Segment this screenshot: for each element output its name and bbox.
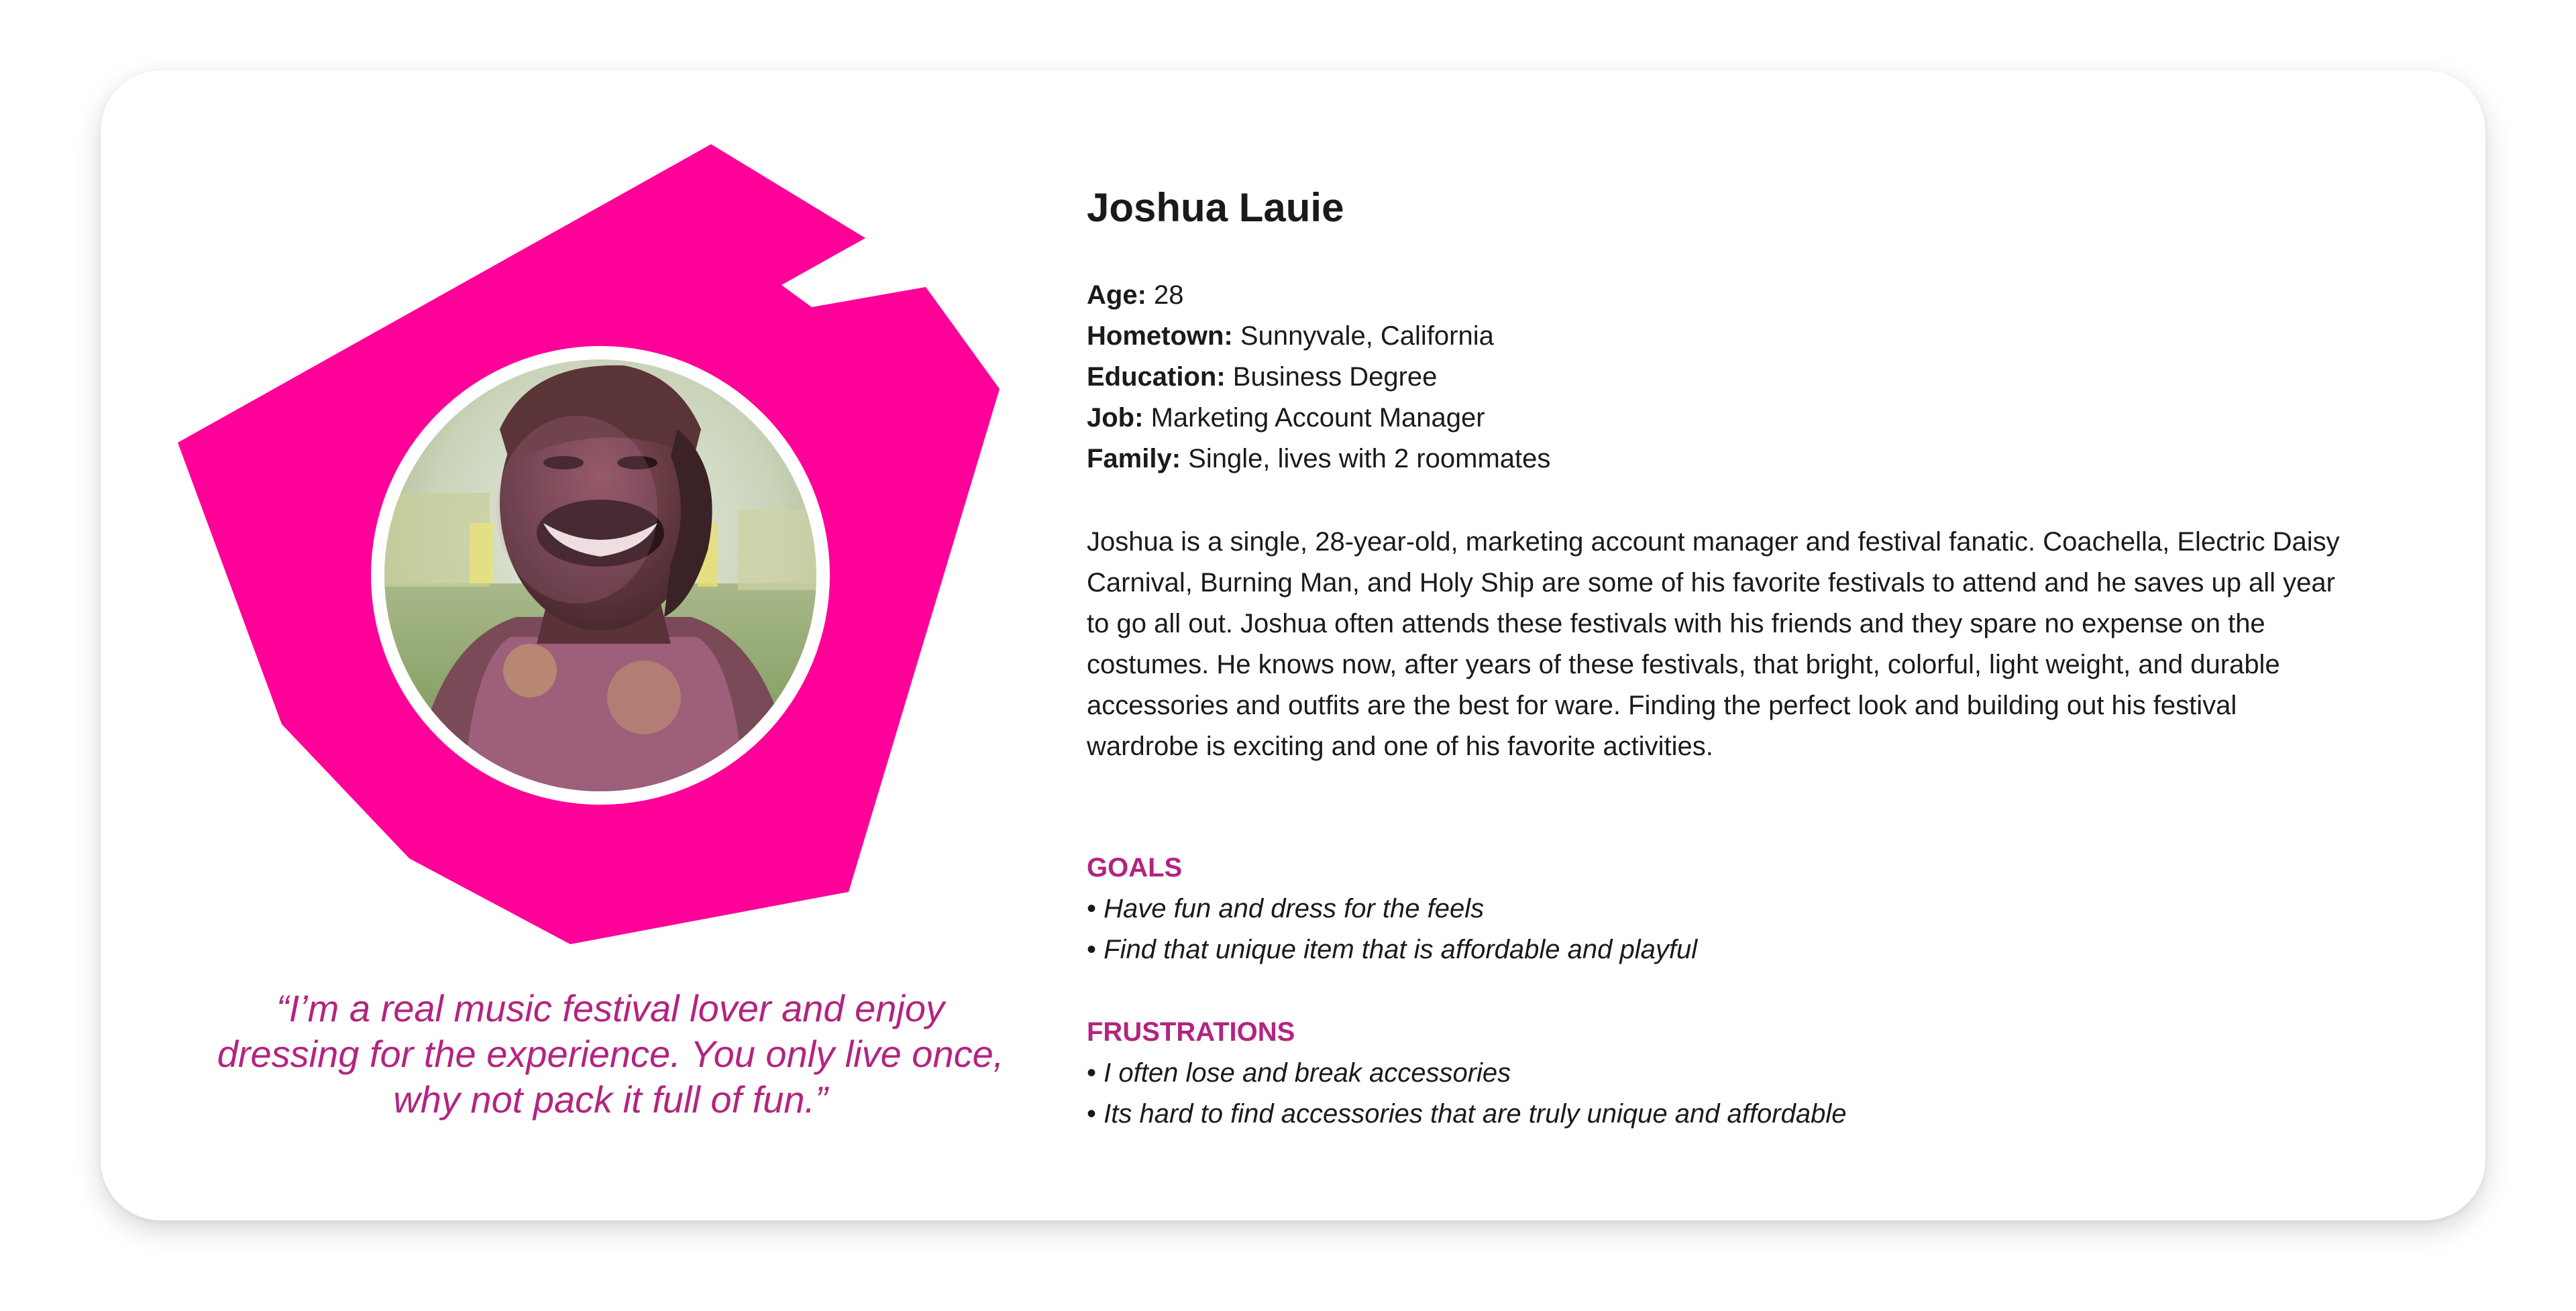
fact-value: Sunnyvale, California bbox=[1240, 321, 1494, 351]
persona-name: Joshua Lauie bbox=[1087, 185, 1344, 230]
fact-job bbox=[1087, 398, 2361, 439]
bullet-icon: • bbox=[1087, 935, 1097, 964]
fact-hometown bbox=[1087, 316, 2361, 357]
goal-text: Find that unique item that is affordable and playful bbox=[1104, 935, 1698, 964]
fact-education bbox=[1087, 357, 2361, 398]
bullet-icon: • bbox=[1087, 1058, 1097, 1088]
frustration-item bbox=[1087, 1094, 2361, 1135]
fact-label: Hometown: bbox=[1087, 321, 1233, 351]
frustrations-title: FRUSTRATIONS bbox=[1087, 1017, 1295, 1047]
fact-value: Single, lives with 2 roommates bbox=[1188, 444, 1551, 473]
persona-facts bbox=[1087, 275, 2361, 479]
fact-label: Education: bbox=[1087, 362, 1226, 392]
frustration-text: Its hard to find accessories that are truly unique and affordable bbox=[1104, 1099, 1847, 1129]
fact-label: Job: bbox=[1087, 403, 1144, 433]
goal-text: Have fun and dress for the feels bbox=[1104, 894, 1485, 923]
frustration-text: I often lose and break accessories bbox=[1104, 1058, 1511, 1088]
fact-value: 28 bbox=[1154, 280, 1184, 310]
fact-family bbox=[1087, 439, 2361, 479]
fact-value: Business Degree bbox=[1232, 362, 1438, 392]
persona-quote: “I’m a real music festival lover and enjoy dressing for the experience. You only live once, why not pack it full of fun.” bbox=[217, 987, 1004, 1121]
goal-item bbox=[1087, 889, 2361, 929]
frustration-item bbox=[1087, 1053, 2361, 1094]
fact-value: Marketing Account Manager bbox=[1150, 403, 1485, 433]
fact-label: Age: bbox=[1087, 280, 1146, 310]
persona-details bbox=[1087, 181, 2361, 1135]
goals-title: GOALS bbox=[1087, 853, 1183, 882]
fact-age bbox=[1087, 275, 2361, 316]
persona-bio: Joshua is a single, 28-year-old, marketing account manager and festival fanatic. Coachella, Electric Daisy Carnival, Burning Man, and Holy Ship are some of his favorite festivals to attend and he saves up all year to go all out. Joshua often attends these festivals with his friends and they spare no expense on the costumes. He knows now, after years of these festivals, that bright, colorful, light weight, and durable accessories and outfits are the best for ware. Finding the perfect look and building out his festival wardrobe is exciting and one of his favorite activities. bbox=[1087, 527, 2340, 761]
goal-item bbox=[1087, 929, 2361, 970]
fact-label: Family: bbox=[1087, 444, 1181, 473]
bullet-icon: • bbox=[1087, 894, 1097, 923]
bullet-icon: • bbox=[1087, 1099, 1097, 1129]
